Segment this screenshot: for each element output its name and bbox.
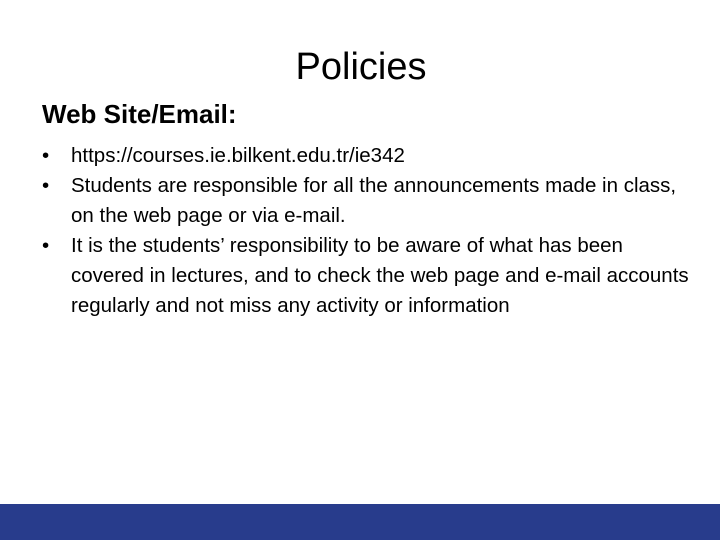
bullet-text: https://courses.ie.bilkent.edu.tr/ie342 (71, 144, 405, 167)
footer-bar (0, 504, 720, 540)
bullet-icon: • (42, 144, 50, 167)
slide-title: Policies (295, 46, 427, 88)
section-heading: Web Site/Email: (42, 99, 237, 129)
list-item (42, 231, 692, 321)
bullet-icon: • (42, 174, 50, 197)
list-item (42, 141, 692, 171)
bullet-text: It is the students’ responsibility to be aware of what has been covered in lectures, and to check the web page and e-mail accounts regularly and not miss any activity or information (71, 234, 689, 317)
bullet-list (42, 141, 692, 321)
bullet-icon: • (42, 234, 50, 257)
bullet-text: Students are responsible for all the announcements made in class, on the web page or via e-mail. (71, 174, 677, 227)
list-item (42, 171, 692, 231)
